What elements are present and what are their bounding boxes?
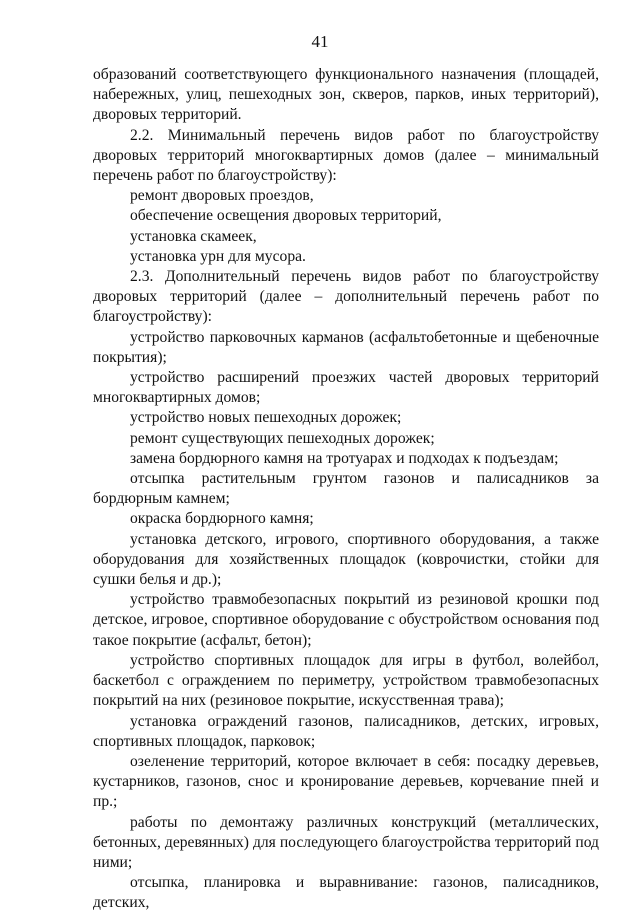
paragraph-section-2-2: 2.2. Минимальный перечень видов работ по благоустройству дворовых территорий многоквартирных домов (далее – минимальный перечень работ по благоустройству):	[93, 126, 599, 185]
list-item: установка ограждений газонов, палисадников, детских, игровых, спортивных площадок, парковок;	[93, 712, 599, 750]
document-body	[93, 65, 599, 914]
paragraph-continuation: образований соответствующего функционального назначения (площадей, набережных, улиц, пешеходных зон, скверов, парков, иных территорий), дворовых территорий.	[93, 66, 599, 124]
list-item: окраска бордюрного камня;	[130, 510, 314, 528]
list-item: устройство парковочных карманов (асфальтобетонные и щебеночные покрытия);	[93, 328, 599, 366]
page-number: 41	[311, 32, 329, 51]
list-item: ремонт существующих пешеходных дорожек;	[130, 429, 435, 447]
list-item: устройство расширений проезжих частей дворовых территорий многоквартирных домов;	[93, 369, 599, 407]
list-item: ремонт дворовых проездов,	[130, 187, 314, 205]
list-item: озеленение территорий, которое включает в себя: посадку деревьев, кустарников, газонов, снос и кронирование деревьев, корчевание пней и пр.;	[93, 752, 599, 811]
list-item: работы по демонтажу различных конструкций (металлических, бетонных, деревянных) для последующего благоустройства территорий под ними;	[93, 813, 599, 871]
list-item: устройство спортивных площадок для игры в футбол, волейбол, баскетбол с ограждением по периметру, устройством травмобезопасных покрытий на них (резиновое покрытие, искусственная трава);	[93, 651, 599, 710]
list-item: отсыпка, планировка и выравнивание: газонов, палисадников, детских,	[93, 874, 599, 912]
list-item: отсыпка растительным грунтом газонов и палисадников за бордюрным камнем;	[93, 470, 599, 508]
list-item: замена бордюрного камня на тротуарах и подходах к подъездам;	[130, 449, 559, 467]
paragraph-section-2-3: 2.3. Дополнительный перечень видов работ по благоустройству дворовых территорий (далее – дополнительный перечень работ по благоустройству):	[93, 268, 599, 326]
list-item: установка детского, игрового, спортивного оборудования, а также оборудования для хозяйственных площадок (коврочистки, стойки для сушки белья и др.);	[93, 530, 599, 589]
list-item: обеспечение освещения дворовых территорий,	[130, 207, 442, 225]
list-item: установка скамеек,	[130, 227, 257, 245]
list-item: установка урн для мусора.	[130, 247, 306, 265]
list-item: устройство травмобезопасных покрытий из резиновой крошки под детское, игровое, спортивное оборудование с обустройством основания под такое покрытие (асфальт, бетон);	[93, 591, 599, 649]
list-item: устройство новых пешеходных дорожек;	[130, 409, 402, 427]
